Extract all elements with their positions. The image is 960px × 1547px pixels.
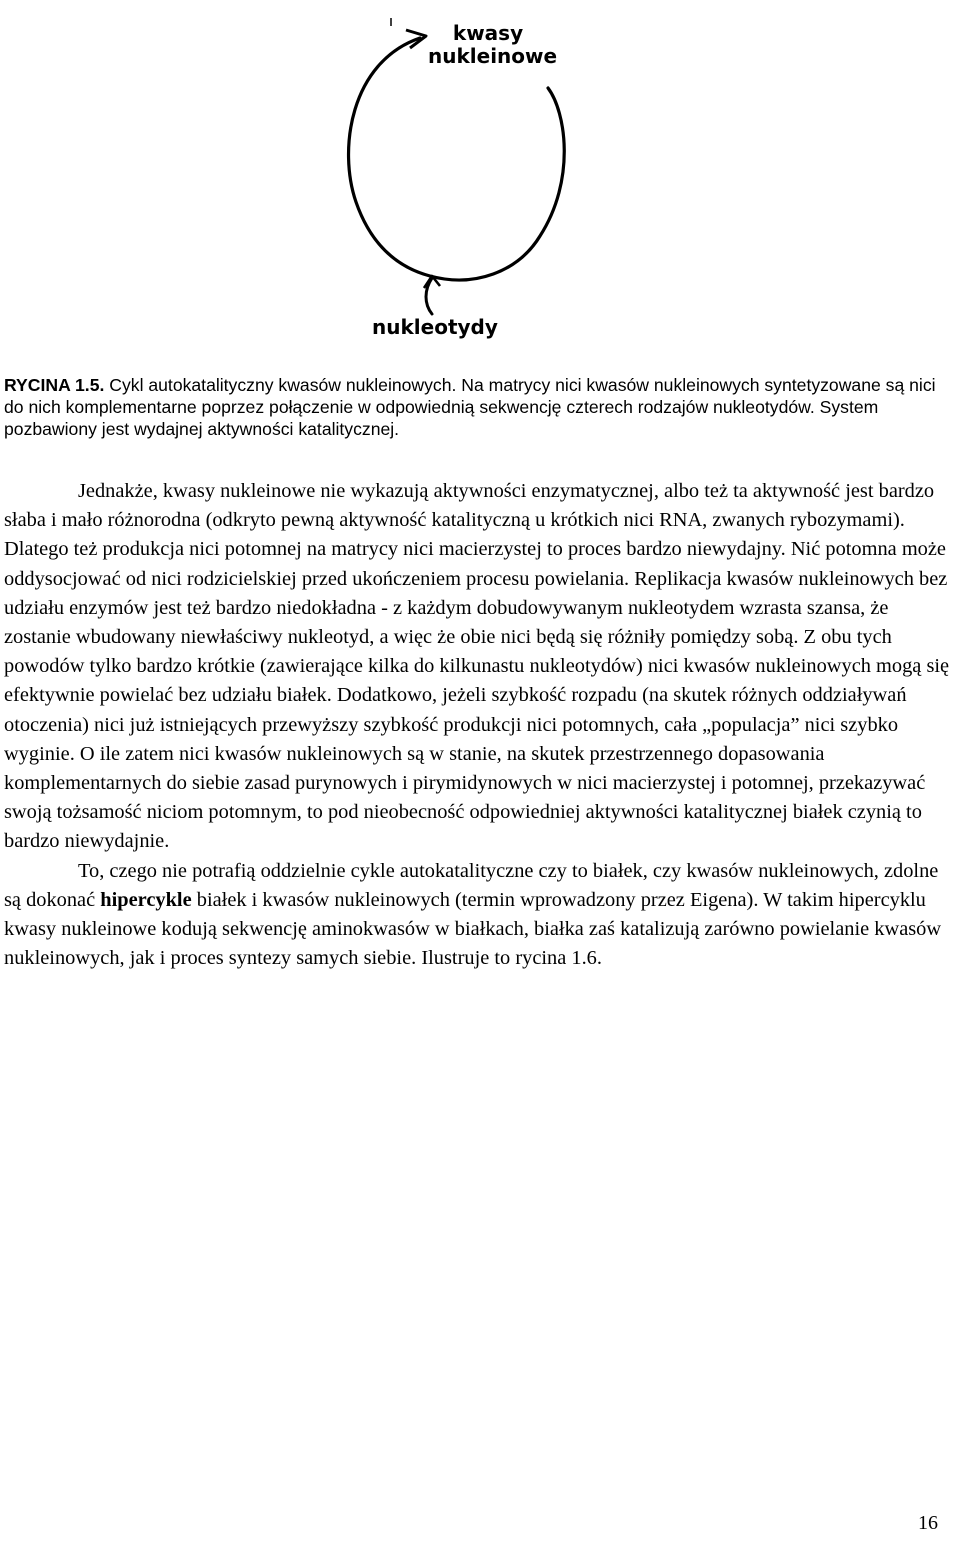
figure-label-nucleotides: nukleotydy — [372, 315, 498, 339]
figure-autocatalytic-cycle — [0, 0, 960, 360]
figure-label-line: nukleinowe — [428, 44, 558, 68]
paragraph-text: To, czego nie potrafią oddzielnie cykle autokatalityczne czy to białek, czy kwasów nukleinowych, zdolne są dokonać — [4, 859, 939, 911]
paragraph-text: białek i kwasów nukleinowych (termin wprowadzony przez Eigena). W takim hipercyklu kwasy nukleinowe kodują sekwencję aminokwasów w białkach, białka zaś katalizują zarówno powielanie kwasów nukleinowych, jak i proces syntezy samych siebie. Ilustruje to rycina 1.6. — [4, 888, 942, 970]
paragraph — [4, 857, 954, 974]
caption-text: Cykl autokatalityczny kwasów nukleinowych. Na matrycy nici kwasów nukleinowych syntetyzowane są nici do nich komplementarne poprzez połączenie w odpowiednią sekwencję czterech rodzajów nukleotydów. System pozbawiony jest wydajnej aktywności katalitycznej. — [4, 375, 936, 439]
figure-caption — [4, 374, 952, 440]
term-hypercycles: hipercykle — [100, 888, 192, 911]
caption-label: RYCINA 1.5. — [4, 375, 105, 395]
figure-label-line: kwasy — [452, 21, 524, 45]
body-text — [4, 477, 954, 973]
cycle-arc — [349, 38, 565, 280]
page-number: 16 — [918, 1512, 938, 1534]
paragraph: Jednakże, kwasy nukleinowe nie wykazują aktywności enzymatycznej, albo też ta aktywność jest bardzo słaba i mało różnorodna (odkryto pewną aktywność katalityczną u krótkich nici RNA, zwanych rybozymami). Dlatego też produkcja nici potomnej na matrycy nici macierzystej to proces bardzo niewydajny. Nić potomna może oddysocjować od nici rodzicielskiej przed ukończeniem procesu powielania. Replikacja kwasów nukleinowych bez udziału enzymów jest też bardzo niedokładna - z każdym dobudowywanym nukleotydem wzrasta szansa, że zostanie wbudowany niewłaściwy nukleotyd, a więc że obie nici będą się różniły pomiędzy sobą. Z obu tych powodów tylko bardzo krótkie (zawierające kilka do kilkunastu nukleotydów) nici kwasów nukleinowych mogą się efektywnie powielać bez udziału białek. Dodatkowo, jeżeli szybkość rozpadu (na skutek różnych oddziaływań otoczenia) nici już istniejących przewyższy szybkość produkcji nici potomnych, cała „populacja” nici szybko wyginie. O ile zatem nici kwasów nukleinowych są w stanie, na skutek przestrzennego dopasowania komplementarnych do siebie zasad purynowych i pirymidynowych w nici macierzystej i potomnej, przekazywać swoją tożsamość niciom potomnym, to pod nieobecność odpowiedniej aktywności katalitycznej białek czynią to bardzo niewydajnie. — [4, 480, 950, 853]
figure-label-nucleic-acids — [428, 21, 558, 68]
